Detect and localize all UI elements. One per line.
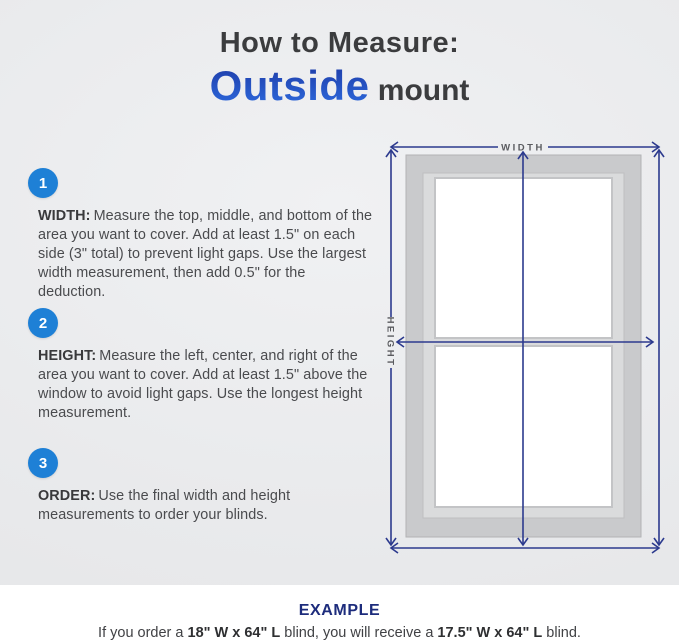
step-2-label: HEIGHT: [38,348,97,364]
right-height-arrow [654,150,664,545]
step-3-label: ORDER: [38,488,96,504]
step-2-text [38,347,376,423]
example-seg-2: blind, you will receive a [280,625,438,641]
example-received-size: 17.5" W x 64" L [437,625,543,641]
title-line-2 [0,63,679,109]
step-2 [28,308,376,423]
step-1-label: WIDTH: [38,208,91,224]
example-seg-0: If you order a [98,625,188,641]
step-2-badge: 2 [28,308,58,338]
step-1-text [38,207,376,302]
step-3-text [38,487,376,525]
step-1-badge: 1 [28,168,58,198]
title-suffix: mount [369,73,470,107]
example-seg-4: blind. [542,625,581,641]
step-3-badge: 3 [28,448,58,478]
example-sentence [0,625,679,641]
page-title [0,28,679,109]
title-line-1: How to Measure: [219,27,460,59]
height-label: HEIGHT [384,316,396,368]
example-section [0,602,679,641]
step-3-body: Use the final width and height measurements to order your blinds. [38,488,291,523]
example-heading: EXAMPLE [298,602,381,619]
step-1 [28,168,376,302]
step-2-body: Measure the left, center, and right of the area you want to cover. Add at least 1.5" above the window to avoid light gaps. Use the longest height measurement. [38,348,368,421]
step-3 [28,448,376,525]
width-label: WIDTH [501,142,545,154]
window-measurement-diagram [377,128,671,560]
title-highlight: Outside [209,61,370,109]
step-1-body: Measure the top, middle, and bottom of the area you want to cover. Add at least 1.5" on each side (3" total) to prevent light gaps. Use the largest width measurement, then add 0.5" for the deduction. [38,208,373,300]
example-ordered-size: 18" W x 64" L [187,625,281,641]
bottom-width-arrow [391,543,659,553]
